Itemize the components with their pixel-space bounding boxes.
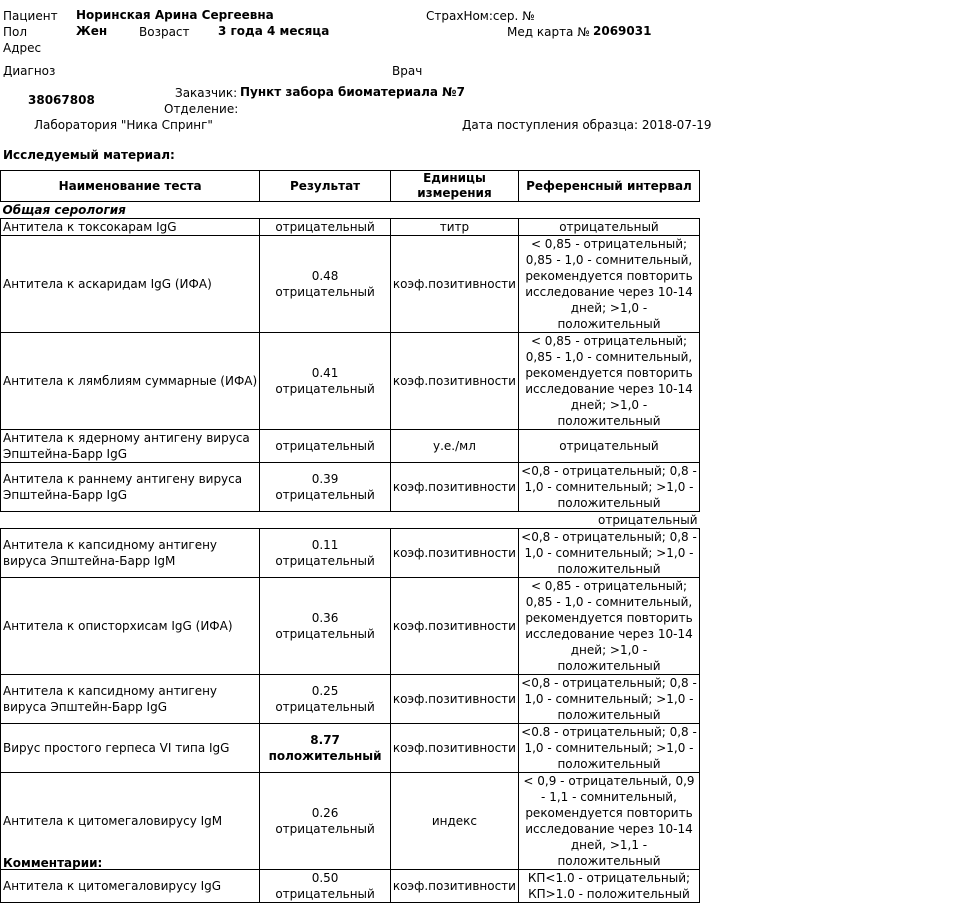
insurance-label: СтрахНом:сер. № [426,9,535,23]
test-reference: < 0,85 - отрицательный; 0,85 - 1,0 - сомнительный, рекомендуется повторить исследование через 10-14 дней; >1,0 - положительный [518,333,699,430]
table-row [1,773,700,870]
address-label: Адрес [3,41,42,55]
results-table [0,170,700,903]
test-units: коэф.позитивности [390,724,518,773]
diagnosis-label: Диагноз [3,64,56,78]
test-name: Антитела к капсидному антигену вируса Эпштейна-Барр IgM [1,529,260,578]
test-units: индекс [390,773,518,870]
test-result-positive: 8.77 положительный [260,724,391,773]
test-reference: <0.8 - отрицательный; 0,8 - 1,0 - сомнительный; >1,0 - положительный [518,724,699,773]
header-reference: Референсный интервал [518,171,699,202]
test-units: коэф.позитивности [390,675,518,724]
test-result: 0.25 отрицательный [260,675,391,724]
test-name: Антитела к раннему антигену вируса Эпштейна-Барр IgG [1,463,260,512]
test-result: 0.36 отрицательный [260,578,391,675]
test-reference: < 0,9 - отрицательный, 0,9 - 1,1 - сомнительный, рекомендуется повторить исследование через 10-14 дней, >1,1 - положительный [518,773,699,870]
test-units: коэф.позитивности [390,578,518,675]
test-result: 0.48 отрицательный [260,236,391,333]
patient-label: Пациент [3,9,58,23]
medcard-label: Мед карта № [507,25,590,39]
table-row [1,870,700,903]
received-date: Дата поступления образца: 2018-07-19 [462,118,712,132]
test-reference: отрицательный [518,219,699,236]
test-name: Антитела к описторхисам IgG (ИФА) [1,578,260,675]
test-units: титр [390,219,518,236]
section-row [1,202,700,219]
table-row [1,675,700,724]
table-row [1,512,700,529]
table-row [1,333,700,430]
age-value: 3 года 4 месяца [218,24,330,38]
test-name: Антитела к токсокарам IgG [1,219,260,236]
comments-label: Комментарии: [3,856,103,870]
medcard-value: 2069031 [593,24,652,38]
table-row [1,463,700,512]
test-name: Антитела к ядерному антигену вируса Эпштейна-Барр IgG [1,430,260,463]
test-name: Вирус простого герпеса VI типа IgG [1,724,260,773]
header-units: Единицы измерения [390,171,518,202]
table-row [1,219,700,236]
table-row [1,724,700,773]
patient-name: Норинская Арина Сергеевна [76,8,274,22]
empty-cell [1,512,519,529]
department-label: Отделение: [164,102,239,116]
test-reference: <0,8 - отрицательный; 0,8 - 1,0 - сомнительный; >1,0 - положительный [518,675,699,724]
order-number: 38067808 [28,93,95,107]
test-result: 0.50 отрицательный [260,870,391,903]
test-name: Антитела к капсидному антигену вируса Эпштейн-Барр IgG [1,675,260,724]
test-units: коэф.позитивности [390,333,518,430]
test-name: Антитела к лямблиям суммарные (ИФА) [1,333,260,430]
test-result: отрицательный [260,219,391,236]
table-row [1,578,700,675]
test-name: Антитела к цитомегаловирусу IgG [1,870,260,903]
test-result: 0.41 отрицательный [260,333,391,430]
table-row [1,236,700,333]
test-result: отрицательный [260,430,391,463]
test-name: Антитела к аскаридам IgG (ИФА) [1,236,260,333]
test-result: 0.11 отрицательный [260,529,391,578]
lab-name: Лаборатория "Ника Спринг" [34,118,213,132]
doctor-label: Врач [392,64,423,78]
test-reference: отрицательный [518,430,699,463]
table-row [1,529,700,578]
material-label: Исследуемый материал: [3,148,175,162]
test-units: коэф.позитивности [390,529,518,578]
header-result: Результат [260,171,391,202]
test-units: у.е./мл [390,430,518,463]
test-reference: <0,8 - отрицательный; 0,8 - 1,0 - сомнительный; >1,0 - положительный [518,463,699,512]
test-units: коэф.позитивности [390,236,518,333]
test-result: 0.26 отрицательный [260,773,391,870]
test-name: Антитела к цитомегаловирусу IgM [1,773,260,870]
test-units: коэф.позитивности [390,870,518,903]
header-test-name: Наименование теста [1,171,260,202]
sex-value: Жен [76,24,108,38]
test-reference: < 0,85 - отрицательный; 0,85 - 1,0 - сомнительный, рекомендуется повторить исследование через 10-14 дней; >1,0 - положительный [518,578,699,675]
age-label: Возраст [139,25,190,39]
customer-value: Пункт забора биоматериала №7 [240,85,465,99]
sex-label: Пол [3,25,28,39]
test-reference: < 0,85 - отрицательный; 0,85 - 1,0 - сомнительный, рекомендуется повторить исследование через 10-14 дней; >1,0 - положительный [518,236,699,333]
customer-label: Заказчик: [175,86,238,100]
table-row [1,430,700,463]
test-reference: <0,8 - отрицательный; 0,8 - 1,0 - сомнительный; >1,0 - положительный [518,529,699,578]
test-reference: КП<1.0 - отрицательный; КП>1.0 - положительный [518,870,699,903]
test-reference: отрицательный [518,512,699,529]
table-header-row [1,171,700,202]
test-units: коэф.позитивности [390,463,518,512]
test-result: 0.39 отрицательный [260,463,391,512]
section-title: Общая серология [2,203,126,217]
